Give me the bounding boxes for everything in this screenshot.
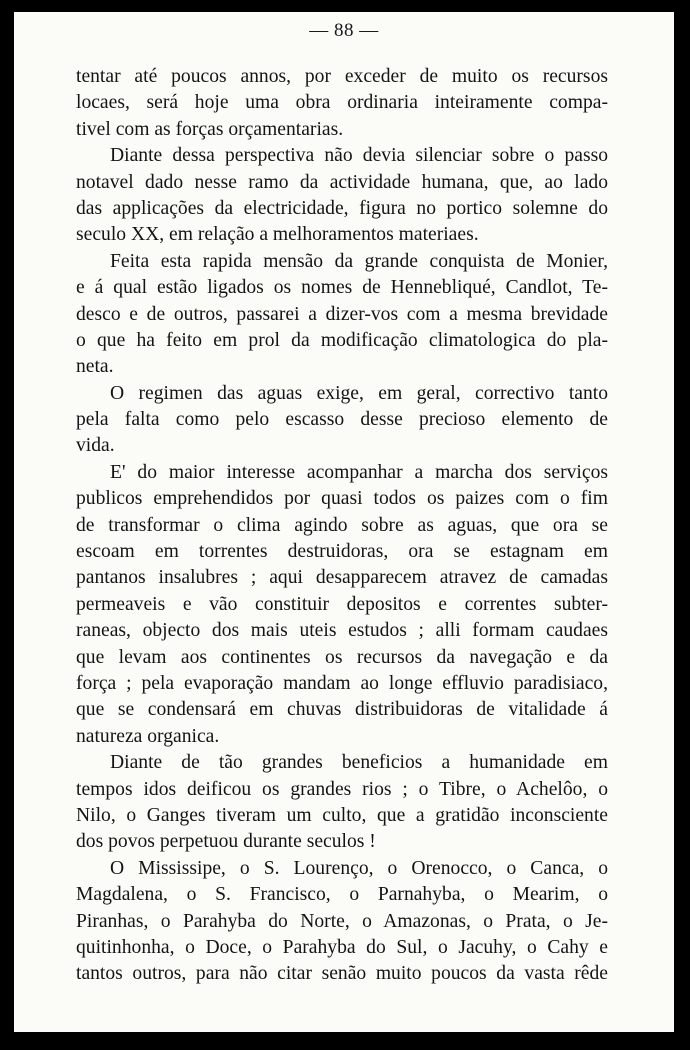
text-line: E' do maior interesse acompanhar a marcha dos serviços [110, 461, 608, 483]
text-line: publicos emprehendidos por quasi todos os paizes com o fim [76, 488, 608, 510]
text-line: permeaveis e vão constituir depositos e correntes subter- [76, 593, 608, 615]
book-page [14, 12, 674, 1032]
text-line: O regimen das aguas exige, em geral, correctivo tanto [110, 382, 608, 404]
text-line: desco e de outros, passarei a dizer-vos com a mesma brevidade [76, 303, 608, 325]
text-line: tempos idos deificou os grandes rios ; o Tibre, o Achelôo, o [76, 778, 608, 800]
text-line: Piranhas, o Parahyba do Norte, o Amazonas, o Prata, o Je- [76, 910, 608, 932]
text-line: que levam aos continentes os recursos da navegação e da [76, 646, 608, 668]
text-line: que se condensará em chuvas distribuidoras de vitalidade á [76, 699, 608, 721]
text-line: o que ha feito em prol da modificação climatologica do pla- [76, 329, 608, 351]
text-line: tivel com as forças orçamentarias. [76, 118, 344, 140]
text-line: tentar até poucos annos, por exceder de muito os recursos [76, 66, 608, 87]
text-line: O Mississipe, o S. Lourenço, o Orenocco, o Canca, o [110, 857, 608, 879]
text-line: dos povos perpetuou durante seculos ! [76, 831, 376, 853]
text-line: vida. [76, 435, 115, 457]
text-line: Diante de tão grandes beneficios a humanidade em [110, 752, 608, 774]
text-line: pela falta como pelo escasso desse precioso elemento de [76, 409, 608, 431]
body-text [76, 64, 608, 988]
text-line: natureza organica. [76, 725, 220, 747]
text-line: Magdalena, o S. Francisco, o Parnahyba, o Mearim, o [76, 884, 608, 906]
text-line: raneas, objecto dos mais uteis estudos ; alli formam caudaes [76, 620, 608, 642]
text-line: Nilo, o Ganges tiveram um culto, que a gratidão inconsciente [76, 804, 608, 826]
text-line: e á qual estão ligados os nomes de Hennebliqué, Candlot, Te- [76, 277, 608, 299]
page-number: — 88 — [309, 20, 379, 41]
text-line: de transformar o clima agindo sobre as aguas, que ora se [76, 514, 608, 536]
text-line: Feita esta rapida mensão da grande conquista de Monier, [110, 250, 608, 272]
text-line: das applicações da electricidade, figura no portico solemne do [76, 197, 608, 219]
text-line: quitinhonha, o Doce, o Parahyba do Sul, o Jacuhy, o Cahy e [76, 936, 608, 958]
text-line: Diante dessa perspectiva não devia silenciar sobre o passo [110, 145, 608, 167]
text-line: força ; pela evaporação mandam ao longe effluvio paradisiaco, [76, 672, 608, 694]
text-line: escoam em torrentes destruidoras, ora se estagnam em [76, 541, 608, 563]
text-line: tantos outros, para não citar senão muito poucos da vasta rêde [76, 963, 608, 985]
text-line: notavel dado nesse ramo da actividade humana, que, ao lado [76, 171, 608, 193]
text-line: locaes, será hoje uma obra ordinaria inteiramente compa- [76, 92, 608, 114]
text-line: pantanos insalubres ; aqui desapparecem atravez de camadas [76, 567, 608, 589]
text-line: neta. [76, 356, 114, 378]
text-line: seculo XX, em relação a melhoramentos materiaes. [76, 224, 479, 246]
